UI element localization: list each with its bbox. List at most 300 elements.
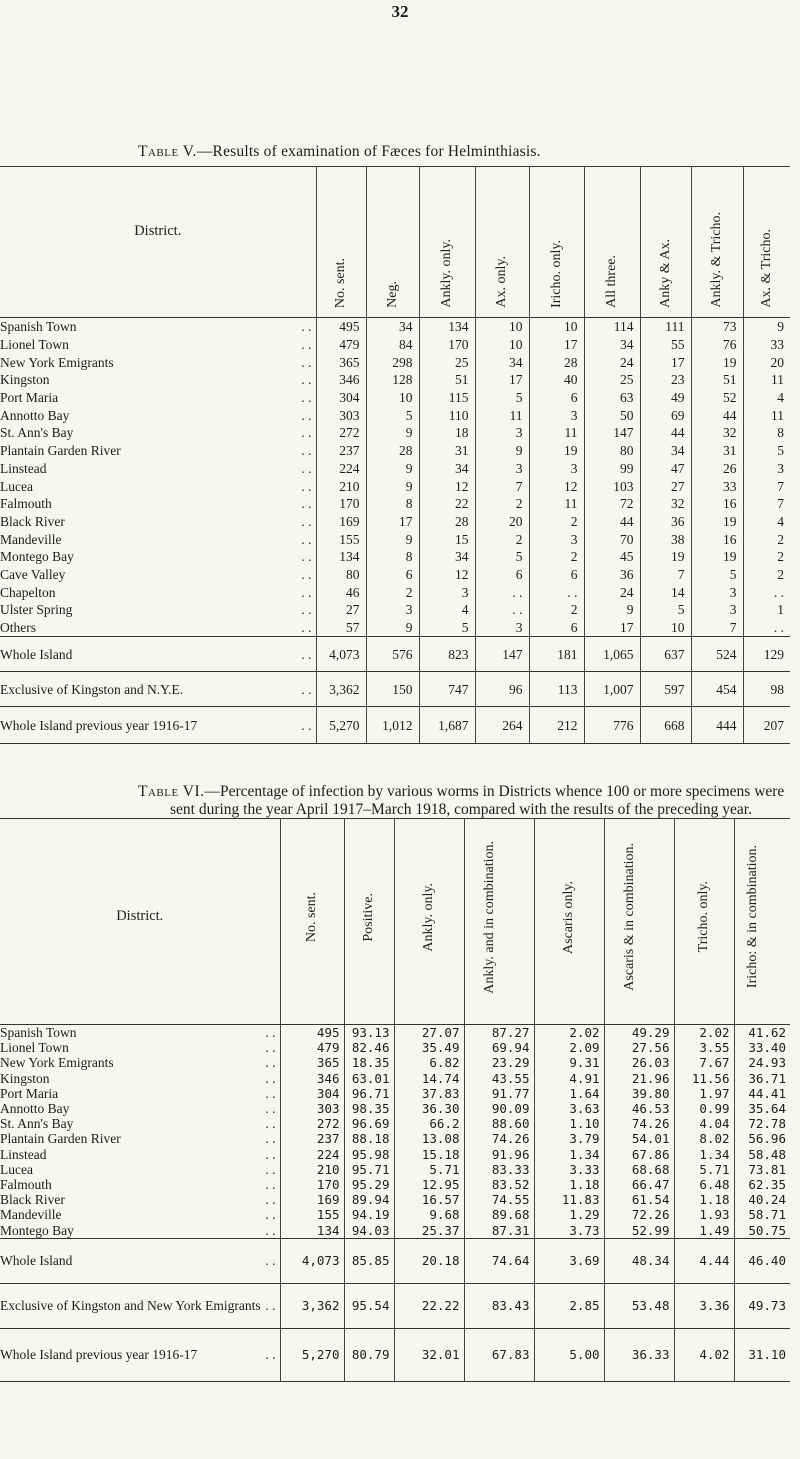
district-label: Exclusive of Kingston and New York Emigrants	[0, 1297, 261, 1313]
cell-value: 31.10	[734, 1328, 790, 1381]
cell-value: 170	[280, 1177, 344, 1192]
table6-row	[0, 1071, 790, 1086]
cell-value: 66.47	[604, 1177, 674, 1192]
district-label: Ulster Spring	[0, 602, 73, 618]
leader-dots: . .	[265, 1101, 276, 1117]
district-name	[0, 637, 316, 672]
cell-value: 272	[316, 424, 366, 442]
cell-value: 1.18	[674, 1192, 734, 1207]
cell-value: 17	[640, 353, 691, 371]
cell-value: 19	[691, 548, 743, 566]
leader-dots: . .	[265, 1146, 276, 1162]
district-name	[0, 406, 316, 424]
cell-value: 31	[691, 442, 743, 460]
cell-value: . .	[743, 619, 790, 637]
table5-col-header: Anky & Ax.	[640, 167, 691, 318]
district-name	[0, 1131, 280, 1146]
leader-dots: . .	[301, 549, 312, 565]
district-label: Falmouth	[0, 496, 52, 512]
cell-value: 19	[640, 548, 691, 566]
cell-value: 6	[475, 566, 529, 584]
cell-value: 110	[419, 406, 475, 424]
cell-value: 1.18	[534, 1177, 604, 1192]
district-label: Spanish Town	[0, 1025, 77, 1041]
table5-label: Table V.	[138, 143, 197, 160]
leader-dots: . .	[301, 460, 312, 476]
cell-value: 96.69	[344, 1116, 394, 1131]
cell-value: 147	[584, 424, 640, 442]
district-label: Port Maria	[0, 1085, 59, 1101]
cell-value: 53.48	[604, 1283, 674, 1328]
table5-row	[0, 336, 790, 354]
cell-value: 23	[640, 371, 691, 389]
district-name	[0, 707, 316, 744]
cell-value: 47	[640, 460, 691, 478]
cell-value: 207	[743, 707, 790, 744]
table5-col-header: Neg.	[366, 167, 419, 318]
district-name	[0, 548, 316, 566]
table6-col-header: Ankly. only.	[394, 819, 464, 1025]
cell-value: 637	[640, 637, 691, 672]
cell-value: 34	[640, 442, 691, 460]
table5-row	[0, 583, 790, 601]
table5-district-header: District.	[0, 167, 316, 318]
cell-value: 1,687	[419, 707, 475, 744]
cell-value: 15	[419, 530, 475, 548]
table6-caption-line1: —Percentage of infection by various worms in Districts whence 100 or more specimens were	[204, 783, 785, 800]
cell-value: 7	[743, 495, 790, 513]
district-label: St. Ann's Bay	[0, 425, 74, 441]
district-name	[0, 353, 316, 371]
leader-dots: . .	[301, 584, 312, 600]
cell-value: 1	[743, 601, 790, 619]
cell-value: 46	[316, 583, 366, 601]
cell-value: 365	[316, 353, 366, 371]
cell-value: 10	[529, 318, 584, 336]
cell-value: 1.93	[674, 1207, 734, 1222]
cell-value: 212	[529, 707, 584, 744]
cell-value: 14.74	[394, 1071, 464, 1086]
cell-value: 1.64	[534, 1086, 604, 1101]
table6-row	[0, 1328, 790, 1381]
cell-value: 74.26	[604, 1116, 674, 1131]
cell-value: 34	[475, 353, 529, 371]
cell-value: 7	[743, 477, 790, 495]
cell-value: 98	[743, 672, 790, 707]
cell-value: 11	[529, 495, 584, 513]
cell-value: 17	[475, 371, 529, 389]
table5-row	[0, 371, 790, 389]
district-label: Exclusive of Kingston and N.Y.E.	[0, 681, 184, 697]
cell-value: 1.10	[534, 1116, 604, 1131]
cell-value: 3.73	[534, 1222, 604, 1238]
cell-value: 95.98	[344, 1147, 394, 1162]
cell-value: 4.02	[674, 1328, 734, 1381]
table5-header-row	[0, 167, 790, 318]
district-label: Kingston	[0, 372, 50, 388]
cell-value: 1.29	[534, 1207, 604, 1222]
cell-value: 3	[743, 460, 790, 478]
cell-value: 44.41	[734, 1086, 790, 1101]
cell-value: 50	[584, 406, 640, 424]
table6-row	[0, 1131, 790, 1146]
cell-value: 155	[280, 1207, 344, 1222]
cell-value: 87.31	[464, 1222, 534, 1238]
district-name	[0, 1086, 280, 1101]
table5-row	[0, 707, 790, 744]
cell-value: 73	[691, 318, 743, 336]
cell-value: 479	[280, 1040, 344, 1055]
cell-value: 72	[584, 495, 640, 513]
cell-value: 94.03	[344, 1222, 394, 1238]
table6-row	[0, 1040, 790, 1055]
district-label: Kingston	[0, 1070, 50, 1086]
district-name	[0, 619, 316, 637]
district-name	[0, 1040, 280, 1055]
cell-value: 83.33	[464, 1162, 534, 1177]
cell-value: 150	[366, 672, 419, 707]
leader-dots: . .	[301, 337, 312, 353]
cell-value: 13.08	[394, 1131, 464, 1146]
page-number: 32	[391, 2, 409, 21]
cell-value: 49	[640, 389, 691, 407]
cell-value: 224	[280, 1147, 344, 1162]
cell-value: 74.26	[464, 1131, 534, 1146]
cell-value: 11	[475, 406, 529, 424]
table6-col-header: Iricho: & in combination.	[734, 819, 790, 1025]
district-name	[0, 1162, 280, 1177]
district-label: Lionel Town	[0, 337, 69, 353]
cell-value: 12	[529, 477, 584, 495]
district-label: Montego Bay	[0, 1222, 74, 1238]
table6-row	[0, 1283, 790, 1328]
cell-value: 14	[640, 583, 691, 601]
district-label: Montego Bay	[0, 549, 74, 565]
cell-value: 89.68	[464, 1207, 534, 1222]
table6-row	[0, 1192, 790, 1207]
cell-value: 38	[640, 530, 691, 548]
cell-value: 224	[316, 460, 366, 478]
cell-value: 3.55	[674, 1040, 734, 1055]
cell-value: 3	[475, 424, 529, 442]
cell-value: 17	[584, 619, 640, 637]
district-name	[0, 583, 316, 601]
cell-value: 74.55	[464, 1192, 534, 1207]
cell-value: 210	[316, 477, 366, 495]
cell-value: 9.68	[394, 1207, 464, 1222]
cell-value: 23.29	[464, 1055, 534, 1070]
cell-value: 12	[419, 477, 475, 495]
cell-value: 27	[316, 601, 366, 619]
district-name	[0, 1116, 280, 1131]
table5-row	[0, 637, 790, 672]
cell-value: 51	[419, 371, 475, 389]
leader-dots: . .	[265, 1025, 276, 1041]
table5-row	[0, 513, 790, 531]
cell-value: 56.96	[734, 1131, 790, 1146]
cell-value: 3.33	[534, 1162, 604, 1177]
table6-caption-line2: sent during the year April 1917–March 1918, compared with the results of the preceding year.	[170, 801, 752, 818]
table6-row	[0, 1055, 790, 1070]
table5-row	[0, 406, 790, 424]
cell-value: 1,065	[584, 637, 640, 672]
table5-helminthiasis-results	[0, 166, 790, 744]
table6-label: Table VI.	[138, 783, 205, 800]
district-name	[0, 1207, 280, 1222]
district-name	[0, 566, 316, 584]
table6-row	[0, 1147, 790, 1162]
district-name	[0, 1025, 280, 1041]
cell-value: 89.94	[344, 1192, 394, 1207]
leader-dots: . .	[301, 354, 312, 370]
cell-value: 5	[419, 619, 475, 637]
leader-dots: . .	[265, 1131, 276, 1147]
cell-value: . .	[743, 583, 790, 601]
district-label: Black River	[0, 1192, 65, 1208]
cell-value: 16	[691, 495, 743, 513]
cell-value: 6	[529, 566, 584, 584]
table6-row	[0, 1162, 790, 1177]
cell-value: 3	[475, 460, 529, 478]
cell-value: 4.44	[674, 1238, 734, 1283]
cell-value: 747	[419, 672, 475, 707]
table5-row	[0, 548, 790, 566]
cell-value: 15.18	[394, 1147, 464, 1162]
cell-value: 36	[640, 513, 691, 531]
cell-value: 95.54	[344, 1283, 394, 1328]
district-name	[0, 1328, 280, 1381]
table6-header-row	[0, 819, 790, 1025]
cell-value: 9	[743, 318, 790, 336]
cell-value: 10	[475, 336, 529, 354]
cell-value: 88.60	[464, 1116, 534, 1131]
cell-value: 303	[316, 406, 366, 424]
table5-col-header: Ax. & Tricho.	[743, 167, 790, 318]
leader-dots: . .	[301, 620, 312, 636]
district-label: Black River	[0, 513, 65, 529]
table5-row	[0, 442, 790, 460]
cell-value: 3,362	[316, 672, 366, 707]
district-label: Falmouth	[0, 1176, 52, 1192]
cell-value: 19	[529, 442, 584, 460]
table6-row	[0, 1207, 790, 1222]
cell-value: 27	[640, 477, 691, 495]
district-label: New York Emigrants	[0, 1055, 114, 1071]
table5-row	[0, 601, 790, 619]
cell-value: 91.96	[464, 1147, 534, 1162]
cell-value: 37.83	[394, 1086, 464, 1101]
cell-value: 28	[419, 513, 475, 531]
leader-dots: . .	[265, 1161, 276, 1177]
cell-value: 1.34	[674, 1147, 734, 1162]
cell-value: 58.48	[734, 1147, 790, 1162]
cell-value: 210	[280, 1162, 344, 1177]
district-name	[0, 1283, 280, 1328]
cell-value: 5	[691, 566, 743, 584]
cell-value: 94.19	[344, 1207, 394, 1222]
table5-row	[0, 672, 790, 707]
cell-value: 7	[640, 566, 691, 584]
cell-value: 41.62	[734, 1025, 790, 1041]
district-label: Annotto Bay	[0, 1101, 70, 1117]
cell-value: 3	[475, 619, 529, 637]
cell-value: 169	[316, 513, 366, 531]
leader-dots: . .	[301, 717, 312, 733]
cell-value: 46.53	[604, 1101, 674, 1116]
cell-value: 668	[640, 707, 691, 744]
district-label: Chapelton	[0, 584, 56, 600]
cell-value: 80	[316, 566, 366, 584]
cell-value: 93.13	[344, 1025, 394, 1041]
cell-value: . .	[475, 601, 529, 619]
cell-value: 35.49	[394, 1040, 464, 1055]
leader-dots: . .	[265, 1253, 276, 1269]
cell-value: 6	[529, 619, 584, 637]
cell-value: 80	[584, 442, 640, 460]
cell-value: 26	[691, 460, 743, 478]
table5-row	[0, 495, 790, 513]
leader-dots: . .	[301, 425, 312, 441]
cell-value: 103	[584, 477, 640, 495]
leader-dots: . .	[301, 372, 312, 388]
cell-value: 2	[529, 548, 584, 566]
cell-value: 40	[529, 371, 584, 389]
cell-value: 2	[743, 566, 790, 584]
table5-title	[138, 143, 541, 161]
cell-value: 9	[366, 619, 419, 637]
cell-value: 22	[419, 495, 475, 513]
cell-value: 365	[280, 1055, 344, 1070]
district-label: Whole Island previous year 1916-17	[0, 717, 198, 733]
table6-col-header: Positive.	[344, 819, 394, 1025]
cell-value: 444	[691, 707, 743, 744]
cell-value: 95.29	[344, 1177, 394, 1192]
cell-value: 54.01	[604, 1131, 674, 1146]
cell-value: 237	[280, 1131, 344, 1146]
district-name	[0, 318, 316, 336]
cell-value: 237	[316, 442, 366, 460]
cell-value: 70	[584, 530, 640, 548]
cell-value: 26.03	[604, 1055, 674, 1070]
district-name	[0, 1071, 280, 1086]
cell-value: 10	[640, 619, 691, 637]
cell-value: 8.02	[674, 1131, 734, 1146]
cell-value: 1.49	[674, 1222, 734, 1238]
leader-dots: . .	[301, 646, 312, 662]
cell-value: 33	[691, 477, 743, 495]
cell-value: 61.54	[604, 1192, 674, 1207]
cell-value: 170	[419, 336, 475, 354]
district-label: Mandeville	[0, 531, 62, 547]
cell-value: 823	[419, 637, 475, 672]
leader-dots: . .	[265, 1347, 276, 1363]
cell-value: 7.67	[674, 1055, 734, 1070]
cell-value: 6	[529, 389, 584, 407]
cell-value: 36	[584, 566, 640, 584]
leader-dots: . .	[265, 1085, 276, 1101]
cell-value: 96.71	[344, 1086, 394, 1101]
cell-value: 7	[475, 477, 529, 495]
cell-value: 5	[475, 389, 529, 407]
cell-value: 1,007	[584, 672, 640, 707]
leader-dots: . .	[265, 1055, 276, 1071]
cell-value: 28	[366, 442, 419, 460]
cell-value: 10	[475, 318, 529, 336]
cell-value: 24.93	[734, 1055, 790, 1070]
cell-value: 45	[584, 548, 640, 566]
cell-value: 34	[366, 318, 419, 336]
cell-value: 169	[280, 1192, 344, 1207]
cell-value: 22.22	[394, 1283, 464, 1328]
cell-value: 5.00	[534, 1328, 604, 1381]
district-name	[0, 1222, 280, 1238]
cell-value: 495	[280, 1025, 344, 1041]
cell-value: 1.97	[674, 1086, 734, 1101]
cell-value: 129	[743, 637, 790, 672]
leader-dots: . .	[265, 1116, 276, 1132]
cell-value: 1,012	[366, 707, 419, 744]
cell-value: 48.34	[604, 1238, 674, 1283]
cell-value: 31	[419, 442, 475, 460]
cell-value: 80.79	[344, 1328, 394, 1381]
cell-value: 524	[691, 637, 743, 672]
cell-value: 2	[529, 601, 584, 619]
table6-row	[0, 1177, 790, 1192]
leader-dots: . .	[301, 319, 312, 335]
cell-value: 49.29	[604, 1025, 674, 1041]
leader-dots: . .	[265, 1222, 276, 1238]
cell-value: 4,073	[280, 1238, 344, 1283]
cell-value: 63	[584, 389, 640, 407]
leader-dots: . .	[265, 1070, 276, 1086]
leader-dots: . .	[265, 1040, 276, 1056]
cell-value: 20	[475, 513, 529, 531]
table6-col-header: Ascaris & in combination.	[604, 819, 674, 1025]
cell-value: 3	[366, 601, 419, 619]
table6-row	[0, 1238, 790, 1283]
table6-col-header: Ascaris only.	[534, 819, 604, 1025]
cell-value: 304	[316, 389, 366, 407]
table5-col-header: Ankly. only.	[419, 167, 475, 318]
cell-value: 12.95	[394, 1177, 464, 1192]
cell-value: 264	[475, 707, 529, 744]
cell-value: 147	[475, 637, 529, 672]
cell-value: 82.46	[344, 1040, 394, 1055]
cell-value: 33.40	[734, 1040, 790, 1055]
cell-value: 170	[316, 495, 366, 513]
district-name	[0, 1192, 280, 1207]
district-label: Linstead	[0, 1146, 47, 1162]
cell-value: 111	[640, 318, 691, 336]
cell-value: 55	[640, 336, 691, 354]
district-name	[0, 530, 316, 548]
cell-value: 85.85	[344, 1238, 394, 1283]
cell-value: 63.01	[344, 1071, 394, 1086]
cell-value: 40.24	[734, 1192, 790, 1207]
cell-value: 43.55	[464, 1071, 534, 1086]
cell-value: 4	[743, 389, 790, 407]
cell-value: 3	[529, 530, 584, 548]
table6-row	[0, 1222, 790, 1238]
cell-value: 57	[316, 619, 366, 637]
district-name	[0, 389, 316, 407]
cell-value: 90.09	[464, 1101, 534, 1116]
cell-value: 479	[316, 336, 366, 354]
table6-row	[0, 1086, 790, 1101]
table6-infection-percentages	[0, 818, 790, 1382]
cell-value: 24	[584, 583, 640, 601]
cell-value: 776	[584, 707, 640, 744]
